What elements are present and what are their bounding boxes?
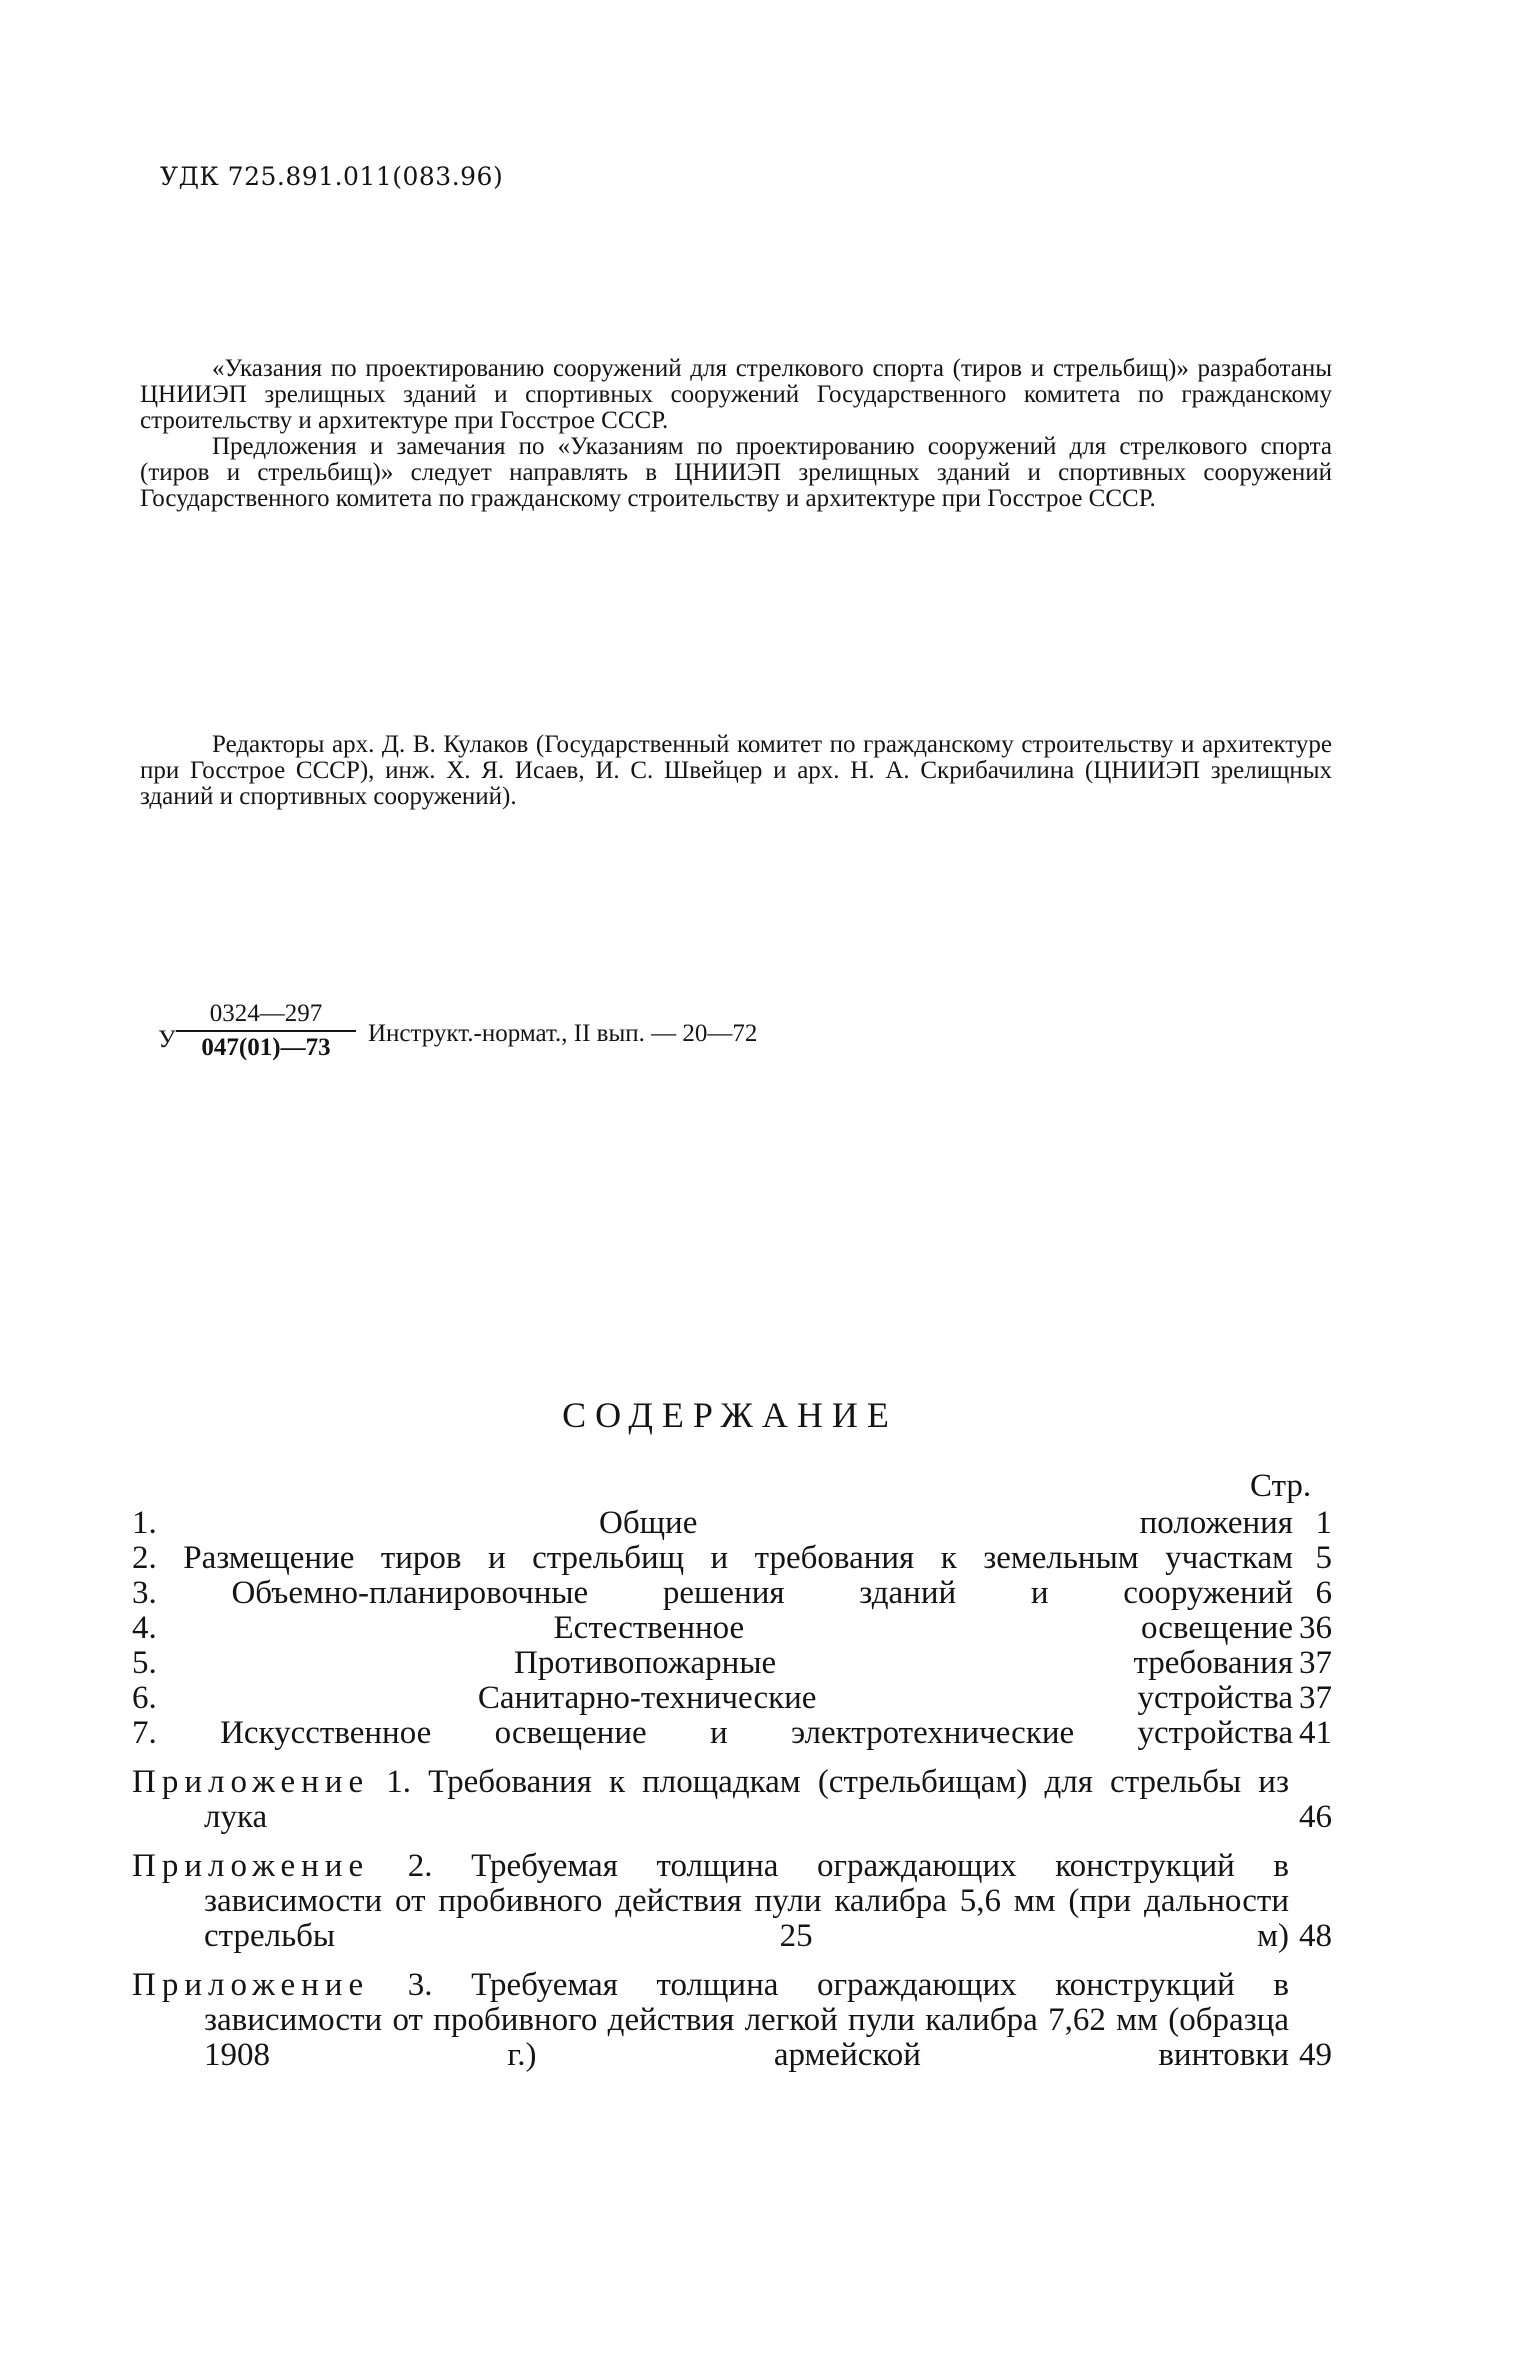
toc-item-page: 1 [1315, 1505, 1332, 1541]
editors-paragraph [140, 732, 1332, 810]
toc-appendix-title [132, 1849, 1289, 1954]
toc-item-title: 5. Противопожарные требования [132, 1645, 1293, 1681]
udk-code: УДК 725.891.011(083.96) [160, 162, 504, 191]
toc-item-title: 2. Размещение тиров и стрельбищ и требования к земельным участкам [132, 1540, 1293, 1576]
toc-gap [132, 1835, 1332, 1849]
toc-item-page: 6 [1315, 1575, 1332, 1611]
toc-item-page: 41 [1299, 1715, 1332, 1751]
toc-appendix [132, 1849, 1332, 1954]
toc-item-page: 5 [1315, 1540, 1332, 1576]
toc-appendix-page: 48 [1299, 1918, 1332, 1954]
appendix-text: 2. Требуемая толщина ограждающих конструкций в зависимости от пробивного действия пули калибра 5,6 мм (при дальности стрельбы 25 м) [204, 1848, 1289, 1954]
toc-title: СОДЕРЖАНИЕ [562, 1395, 898, 1435]
note-paragraph-2: Предложения и замечания по «Указаниям по проектированию сооружений для стрелкового спорта (тиров и стрельбищ)» следует направлять в ЦНИИЭП зрелищных зданий и спортивных сооружений Государственного комитета по гражданскому строительству и архитектуре при Госстрое СССР. [140, 433, 1332, 512]
toc-item [132, 1646, 1332, 1681]
toc-item [132, 1611, 1332, 1646]
editors-text: Редакторы арх. Д. В. Кулаков (Государственный комитет по гражданскому строительству и архитектуре при Госстрое СССР), инж. Х. Я. Исаев, И. С. Швейцер и арх. Н. А. Скрибачилина (ЦНИИЭП зрелищных зданий и спортивных сооружений). [140, 731, 1332, 810]
toc-appendix-title [132, 1968, 1289, 2073]
index-denominator: 047(01)—73 [201, 1034, 331, 1061]
appendix-text: 1. Требования к площадкам (стрельбищам) для стрельбы из лука [204, 1764, 1289, 1835]
toc-appendix [132, 1968, 1332, 2073]
index-letter: У [158, 1026, 176, 1053]
appendix-label: Приложение [132, 1848, 370, 1884]
toc-item-title: 4. Естественное освещение [132, 1610, 1293, 1646]
toc-item-page: 37 [1299, 1680, 1332, 1716]
toc-item-page: 36 [1299, 1610, 1332, 1646]
index-numerator: 0324—297 [176, 1000, 356, 1032]
toc-page-header: Стр. [1250, 1468, 1312, 1504]
toc-item [132, 1576, 1332, 1611]
toc-item-title: 6. Санитарно-технические устройства [132, 1680, 1293, 1716]
toc-item [132, 1541, 1332, 1576]
toc-appendix-title [132, 1765, 1289, 1835]
toc-gap [132, 1954, 1332, 1968]
toc-appendix-page: 46 [1299, 1799, 1332, 1835]
appendix-label: Приложение [132, 1764, 370, 1800]
appendix-text: 3. Требуемая толщина ограждающих конструкций в зависимости от пробивного действия легкой пули калибра 7,62 мм (образца 1908 г.) армейской винтовки [204, 1967, 1289, 2073]
toc-appendix-page: 49 [1299, 2037, 1332, 2073]
appendix-label: Приложение [132, 1967, 370, 2003]
index-text: Инструкт.-нормат., II вып. — 20—72 [368, 1020, 758, 1047]
index-fraction [176, 1000, 356, 1062]
toc-appendix [132, 1765, 1332, 1835]
toc-item [132, 1681, 1332, 1716]
table-of-contents [132, 1506, 1332, 2073]
toc-item-title: 1. Общие положения [132, 1505, 1293, 1541]
toc-item-page: 37 [1299, 1645, 1332, 1681]
toc-item [132, 1716, 1332, 1751]
development-note [140, 356, 1332, 512]
note-paragraph-1: «Указания по проектированию сооружений для стрелкового спорта (тиров и стрельбищ)» разработаны ЦНИИЭП зрелищных зданий и спортивных сооружений Государственного комитета по гражданскому строительству и архитектуре при Госстрое СССР. [140, 355, 1332, 434]
toc-item-title: 7. Искусственное освещение и электротехнические устройства [132, 1715, 1293, 1751]
toc-item-title: 3. Объемно-планировочные решения зданий и сооружений [132, 1575, 1293, 1611]
toc-item [132, 1506, 1332, 1541]
toc-gap [132, 1751, 1332, 1765]
